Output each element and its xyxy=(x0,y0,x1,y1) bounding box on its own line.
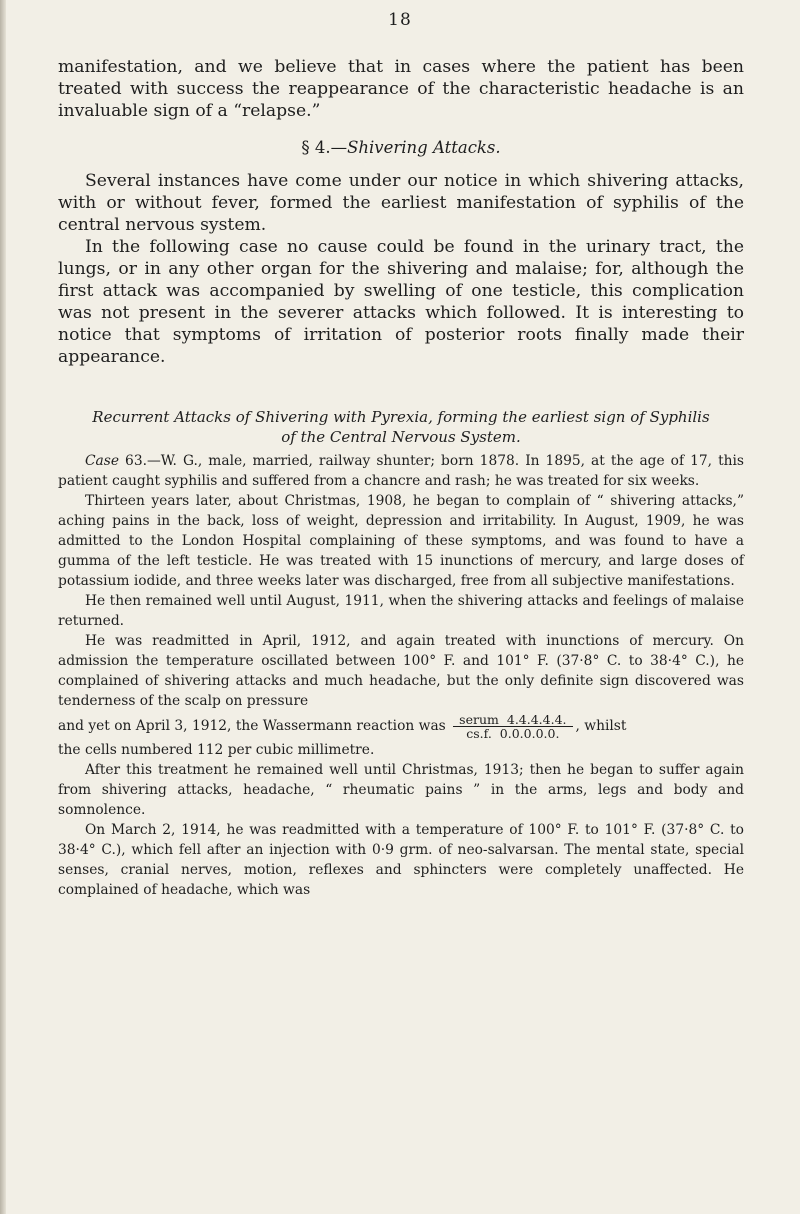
body-text xyxy=(58,170,744,368)
case-paragraph: He then remained well until August, 1911, when the shivering attacks and feelings of malaise returned. xyxy=(58,593,744,629)
case-paragraph: After this treatment he remained well until Christmas, 1913; then he began to suffer again from shivering attacks, headache, “ rheumatic pains ” in the arms, legs and body and somnolence. xyxy=(58,762,744,818)
paragraph: Several instances have come under our notice in which shivering attacks, with or without fever, formed the earliest manifestation of syphilis of the central nervous system. xyxy=(58,171,744,235)
csf-label: cs.f. xyxy=(466,726,492,741)
wassermann-fraction xyxy=(453,713,572,740)
intro-text xyxy=(58,56,744,122)
wassermann-lead: and yet on April 3, 1912, the Wassermann reaction was xyxy=(58,718,446,734)
case-report xyxy=(58,451,744,900)
case-intro xyxy=(58,451,744,491)
case-heading-block xyxy=(90,407,712,447)
case-paragraph: Thirteen years later, about Christmas, 1908, he began to complain of “ shivering attacks,” aching pains in the back, loss of weight, depression and irritability. In August, 1909, he was admitted to the London Hospital complaining of these symptoms, and was found to have a gumma of the left testicle. He was treated with 15 inunctions of mercury, and large doses of potassium iodide, and three weeks later was discharged, free from all subjective manifestations. xyxy=(58,493,744,589)
page-number: 18 xyxy=(388,10,412,30)
section-title: Shivering Attacks. xyxy=(347,138,501,157)
case-paragraph: On March 2, 1914, he was readmitted with a temperature of 100° F. to 101° F. (37·8° C. to 38·4° C.), which fell after an injection with 0·9 grm. of neo-salvarsan. The mental state, special senses, cranial nerves, motion, reflexes and sphincters were completely unaffected. He complained of headache, which was xyxy=(58,822,744,898)
serum-label: serum xyxy=(459,712,499,727)
case-heading: Recurrent Attacks of Shivering with Pyrexia, forming the earliest sign of Syphilis of the Central Nervous System. xyxy=(92,408,710,446)
section-number: § 4.— xyxy=(301,138,348,157)
cell-count-line: the cells numbered 112 per cubic millimetre. xyxy=(58,742,375,758)
intro-paragraph: manifestation, and we believe that in cases where the patient has been treated with success the reappearance of the characteristic headache is an invaluable sign of a “relapse.” xyxy=(58,57,744,121)
wassermann-tail: , whilst xyxy=(575,718,627,734)
serum-values: 4.4.4.4.4. xyxy=(506,712,567,727)
section-heading xyxy=(58,138,744,157)
page-spine-shadow xyxy=(0,0,6,1214)
paragraph: In the following case no cause could be found in the urinary tract, the lungs, or in any other organ for the shivering and malaise; for, although the first attack was accompanied by swelling of one testicle, this complication was not present in the severer attacks which followed. It is interesting to notice that symptoms of irritation of posterior roots finally made their appearance. xyxy=(58,237,744,367)
case-label: Case xyxy=(85,453,120,469)
case-paragraph: He was readmitted in April, 1912, and again treated with inunctions of mercury. On admission the temperature oscillated between 100° F. and 101° F. (37·8° C. to 38·4° C.), he complained of shivering attacks and much headache, but the only definite sign discovered was tenderness of the scalp on pressure xyxy=(58,633,744,709)
csf-values: 0.0.0.0.0. xyxy=(499,726,560,741)
case-intro-text: 63.—W. G., male, married, railway shunter; born 1878. In 1895, at the age of 17, this patient caught syphilis and suffered from a chancre and rash; he was treated for six weeks. xyxy=(58,453,744,489)
wassermann-line xyxy=(58,713,744,740)
